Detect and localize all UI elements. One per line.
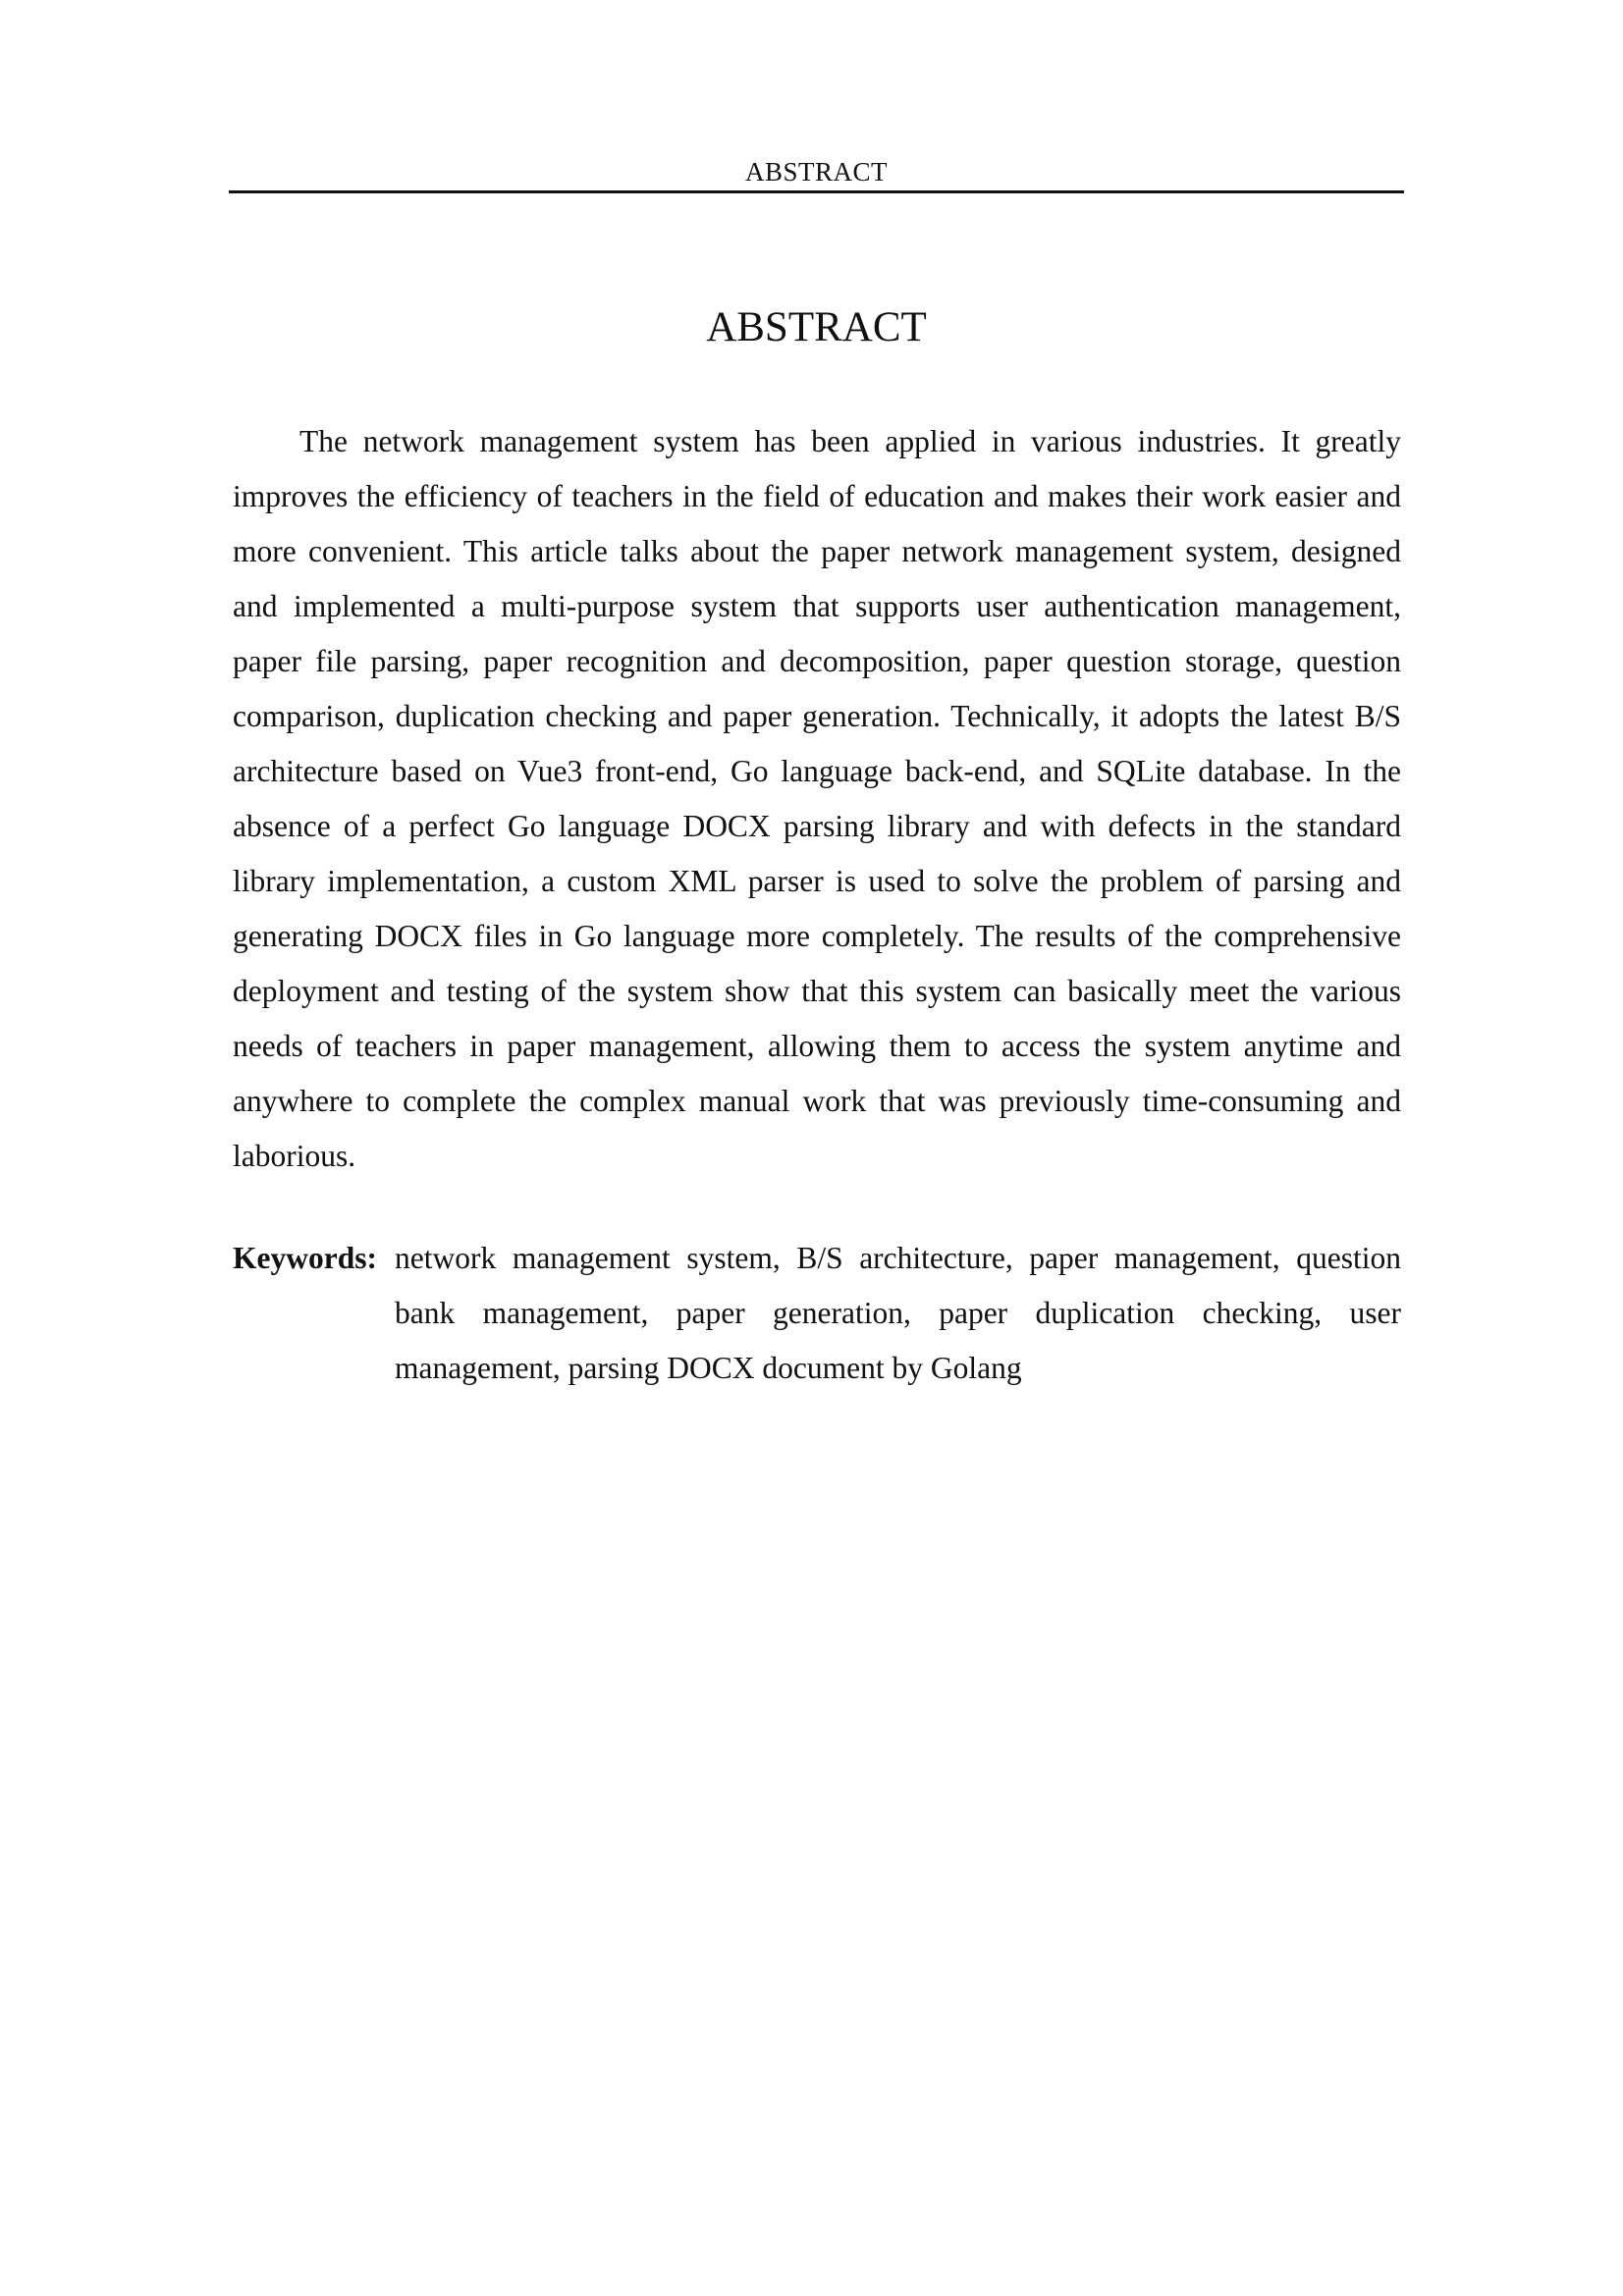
- running-header: ABSTRACT: [744, 157, 889, 187]
- abstract-paragraph: The network management system has been applied in various industries. It greatly improves the efficiency of teachers in the field of education and makes their work easier and more convenient. This article talks about the paper network management system, designed and implemented a multi-purpose system that supports user authentication management, paper file parsing, paper recognition and decomposition, paper question storage, question comparison, duplication checking and paper generation. Technically, it adopts the latest B/S architecture based on Vue3 front-end, Go language back-end, and SQLite database. In the absence of a perfect Go language DOCX parsing library and with defects in the standard library implementation, a custom XML parser is used to solve the problem of parsing and generating DOCX files in Go language more completely. The results of the comprehensive deployment and testing of the system show that this system can basically meet the various needs of teachers in paper management, allowing them to access the system anytime and anywhere to complete the complex manual work that was previously time-consuming and laborious.: [233, 424, 1401, 1173]
- page-title: ABSTRACT: [706, 304, 927, 350]
- keywords-label: Keywords:: [233, 1241, 377, 1275]
- header-rule: [229, 190, 1404, 193]
- keywords-block: [233, 1231, 1401, 1396]
- keywords-text: network management system, B/S architecture, paper management, question bank management, paper generation, paper duplication checking, user management, parsing DOCX document by Golang: [395, 1241, 1401, 1385]
